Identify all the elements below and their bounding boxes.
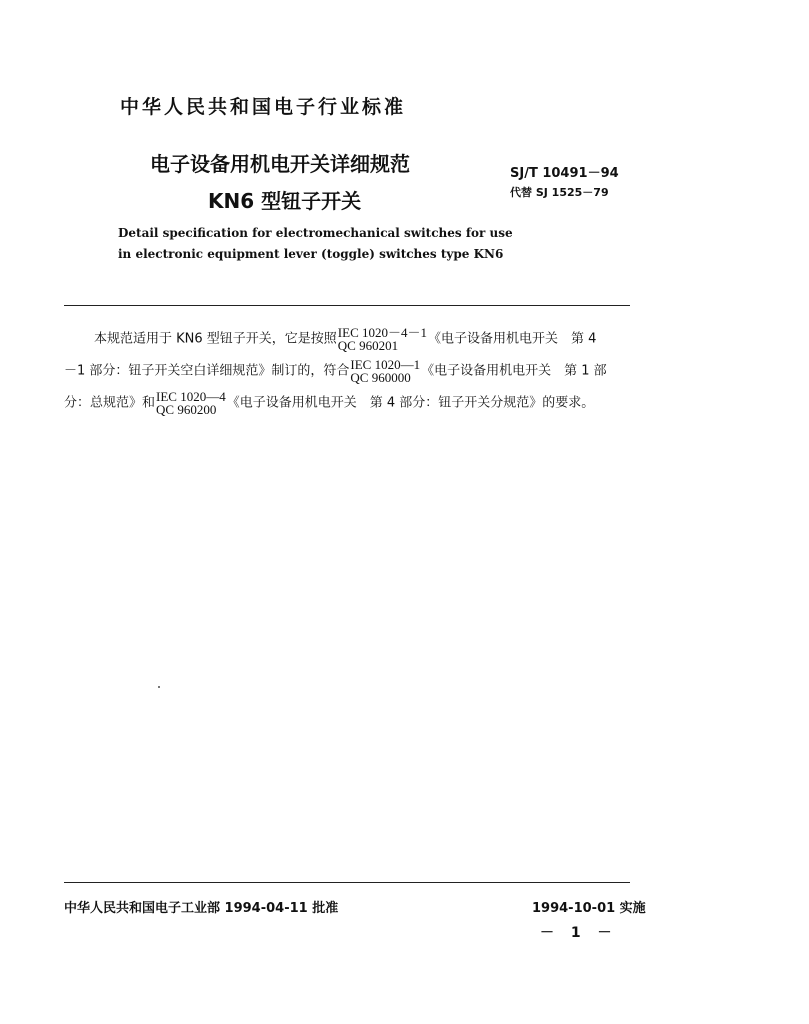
reference-iec-1020-1 [350, 358, 420, 384]
body-line-1 [94, 326, 596, 352]
footer-divider [64, 882, 630, 883]
body-line-2 [64, 358, 607, 384]
ref1-top: IEC 1020－4－1 [337, 325, 427, 340]
document-title-line1: 电子设备用机电开关详细规范 [150, 152, 410, 176]
page-number: － 1 － [540, 925, 618, 941]
document-title-line2: KN6 型钮子开关 [208, 189, 362, 213]
scan-speck [158, 686, 160, 688]
body-line1-suffix: 《电子设备用机电开关 第 4 [428, 331, 597, 347]
ref2-top: IEC 1020—1 [350, 357, 421, 372]
english-title-line2: in electronic equipment lever (toggle) switches type KN6 [118, 247, 504, 261]
body-line-3 [64, 390, 594, 416]
reference-iec-1020-4-1 [338, 326, 427, 352]
body-line2-prefix: －1 部分：钮子开关空白详细规范》制订的，符合 [64, 363, 350, 379]
reference-iec-1020-4 [156, 390, 226, 416]
replaces-standard: 代替 SJ 1525－79 [510, 186, 609, 199]
implementation-date: 1994-10-01 实施 [532, 901, 646, 916]
header-divider [64, 305, 630, 306]
body-line2-suffix: 《电子设备用机电开关 第 1 部 [421, 363, 607, 379]
ref3-bottom: QC 960200 [156, 402, 217, 417]
body-line3-suffix: 《电子设备用机电开关 第 4 部分：钮子开关分规范》的要求。 [226, 395, 595, 411]
english-title-line1: Detail specification for electromechanical switches for use [118, 226, 513, 240]
ref1-bottom: QC 960201 [337, 338, 399, 353]
ref2-bottom: QC 960000 [350, 370, 411, 385]
ref3-top: IEC 1020—4 [156, 389, 226, 404]
body-line3-prefix: 分：总规范》和 [64, 395, 156, 411]
body-line1-prefix: 本规范适用于 KN6 型钮子开关，它是按照 [94, 331, 337, 347]
approval-line: 中华人民共和国电子工业部 1994-04-11 批准 [64, 901, 339, 916]
standard-code: SJ/T 10491－94 [510, 166, 619, 181]
industry-standard-heading: 中华人民共和国电子行业标准 [120, 96, 407, 118]
